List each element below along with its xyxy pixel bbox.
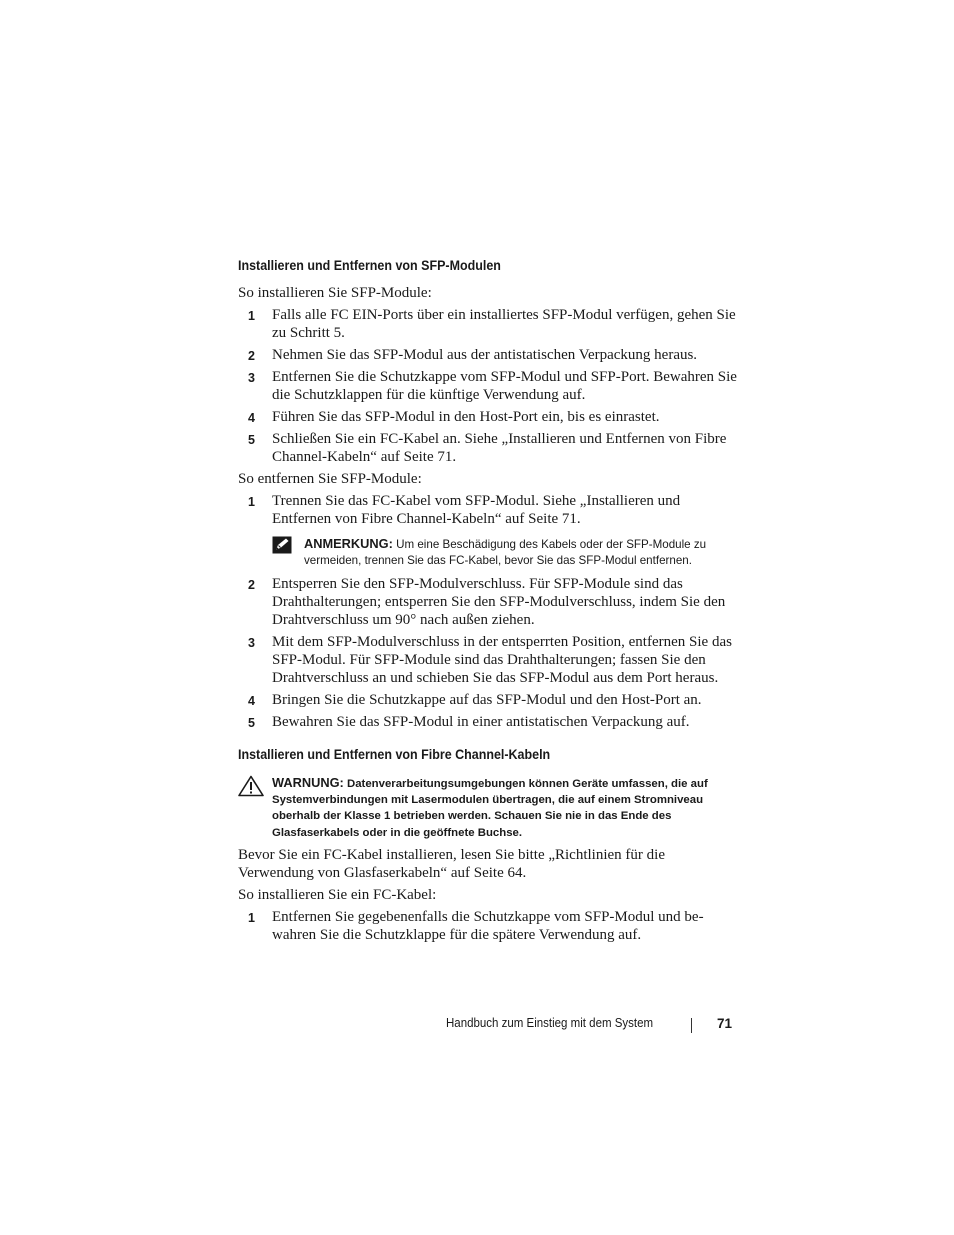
step-number: 3: [248, 636, 255, 650]
note-pencil-icon: [272, 536, 292, 554]
page-number: 71: [716, 1016, 732, 1031]
remove-steps-list-continued: [238, 575, 738, 731]
footer-separator: [691, 1018, 692, 1033]
warning-triangle-icon: [238, 775, 264, 797]
remove-steps-list: [238, 492, 738, 528]
section-heading-sfp: Installieren und Entfernen von SFP-Modulen: [238, 258, 501, 274]
step-number: 1: [248, 910, 255, 925]
footer-title: Handbuch zum Einstieg mit dem System: [446, 1016, 654, 1030]
list-item: [238, 575, 738, 629]
list-item: [238, 908, 738, 944]
note-text: Um eine Beschädigung des Kabels oder der SFP-Module zu vermeiden, trennen Sie das FC-Kabel, bevor Sie das SFP-Modul entfernen.: [304, 538, 707, 567]
step-text: Mit dem SFP-Modulverschluss in der entsperrten Position, entfernen Sie das SFP-Modul. Für SFP-Module sind das Drahthalterungen; fassen Sie den Drahtverschluss an und schieben Sie das SFP-Modul aus dem Port heraus.: [272, 634, 732, 686]
step-number: 1: [248, 495, 255, 509]
note-label: ANMERKUNG:: [304, 536, 393, 551]
list-item: [238, 430, 738, 466]
step-number: 1: [248, 309, 255, 323]
section-heading-fibre-channel: Installieren und Entfernen von Fibre Channel-Kabeln: [238, 747, 551, 763]
step-text: Entfernen Sie gegebenenfalls die Schutzkappe vom SFP-Modul und bewahren Sie die Schutzklappe für die spätere Verwendung auf.: [272, 908, 704, 943]
step-number: 4: [248, 411, 255, 425]
warning-label: WARNUNG:: [272, 775, 344, 790]
list-item: [238, 492, 738, 528]
list-item: [238, 408, 738, 426]
fc-cable-intro-paragraph: Bevor Sie ein FC-Kabel installieren, lesen Sie bitte „Richtlinien für die Verwendung von Glasfaserkabeln“ auf Seite 64.: [238, 846, 665, 881]
step-text: Trennen Sie das FC-Kabel vom SFP-Modul. Siehe „Installieren und Entfernen von Fibre Channel-Kabeln“ auf Seite 71.: [272, 493, 681, 527]
list-item: [238, 633, 738, 687]
step-number: 5: [248, 716, 255, 730]
list-item: [238, 306, 738, 342]
page-content: [238, 258, 738, 944]
note-box: [238, 536, 738, 569]
step-number: 2: [248, 349, 255, 363]
step-text: Nehmen Sie das SFP-Modul aus der antistatischen Verpackung heraus.: [272, 347, 698, 363]
step-text: Bringen Sie die Schutzkappe auf das SFP-Modul und den Host-Port an.: [272, 692, 702, 708]
step-number: 4: [248, 694, 255, 708]
list-item: [238, 691, 738, 709]
step-text: Bewahren Sie das SFP-Modul in einer antistatischen Verpackung auf.: [272, 714, 690, 730]
step-text: Falls alle FC EIN-Ports über ein installiertes SFP-Modul verfügen, gehen Sie zu Schritt 5.: [272, 307, 736, 341]
warning-box: [238, 775, 738, 841]
warning-text: Datenverarbeitungsumgebungen können Geräte umfassen, die auf Systemverbindungen mit Lasermodulen übertragen, die auf einem Stromniveau oberhalb der Klasse 1 betrieben werden. Schauen Sie nie in das Ende des Glasfaserkabels oder in die geöffnete Buchse.: [272, 778, 708, 839]
fc-install-intro: So installieren Sie ein FC-Kabel:: [238, 886, 437, 903]
step-text: Führen Sie das SFP-Modul in den Host-Port ein, bis es einrastet.: [272, 409, 660, 425]
step-text: Entsperren Sie den SFP-Modulverschluss. Für SFP-Module sind das Drahthalterungen; entsperren Sie den SFP-Modulverschluss, indem Sie den Drahtverschluss um 90° nach außen ziehen.: [272, 576, 726, 628]
list-item: [238, 368, 738, 404]
fc-install-steps-list: [238, 908, 738, 944]
step-text: Entfernen Sie die Schutzkappe vom SFP-Modul und SFP-Port. Bewahren Sie die Schutzklappen für die künftige Verwendung auf.: [272, 369, 737, 403]
step-text: Schließen Sie ein FC-Kabel an. Siehe „Installieren und Entfernen von Fibre Channel-Kabeln“ auf Seite 71.: [272, 431, 727, 465]
step-number: 3: [248, 371, 255, 385]
step-number: 5: [248, 433, 255, 447]
install-intro: So installieren Sie SFP-Module:: [238, 285, 432, 301]
remove-intro: So entfernen Sie SFP-Module:: [238, 471, 422, 487]
list-item: [238, 346, 738, 364]
list-item: [238, 713, 738, 731]
install-steps-list: [238, 306, 738, 466]
step-number: 2: [248, 578, 255, 592]
